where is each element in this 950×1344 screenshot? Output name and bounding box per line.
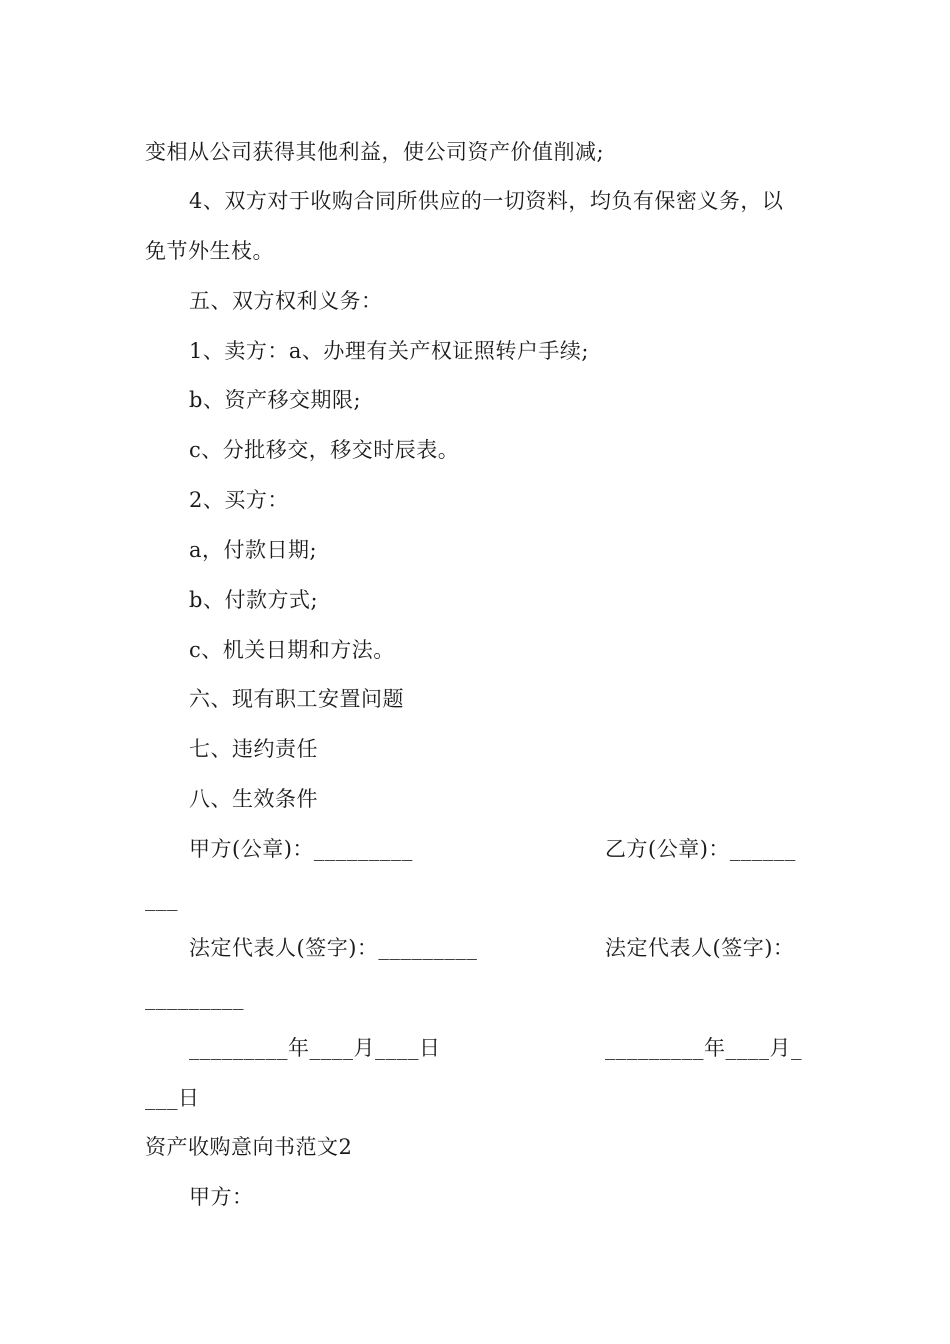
- next-document-party-a: 甲方：: [189, 1185, 254, 1209]
- party-b-date-field: _________年____月_: [605, 1036, 802, 1060]
- section-5-item-2: 2、买方：: [189, 488, 289, 512]
- next-document-title: 资产收购意向书范文2: [145, 1135, 353, 1159]
- section-7-heading: 七、违约责任: [189, 737, 318, 761]
- section-5-heading: 五、双方权利义务：: [189, 289, 383, 313]
- party-a-date-field: _________年____月____日: [189, 1036, 441, 1060]
- party-b-seal-field: 乙方(公章)：______: [605, 837, 796, 861]
- section-5-item-1b: b、资产移交期限;: [189, 388, 362, 412]
- party-b-representative-field: 法定代表人(签字)：: [605, 936, 795, 960]
- party-a-seal-field: 甲方(公章)：_________: [189, 837, 413, 861]
- paragraph-continuation: 变相从公司获得其他利益，使公司资产价值削减;: [145, 140, 605, 164]
- section-5-item-2a: a，付款日期;: [189, 538, 318, 562]
- party-b-representative-field-continuation: _________: [145, 986, 244, 1010]
- section-5-item-2c: c、机关日期和方法。: [189, 638, 395, 662]
- party-a-representative-field: 法定代表人(签字)：_________: [189, 936, 478, 960]
- section-5-item-1c: c、分批移交，移交时辰表。: [189, 438, 460, 462]
- section-6-heading: 六、现有职工安置问题: [189, 687, 404, 711]
- party-b-seal-field-continuation: ___: [145, 887, 178, 911]
- clause-4-line-2: 免节外生枝。: [145, 239, 274, 263]
- clause-4-line-1: 4、双方对于收购合同所供应的一切资料，均负有保密义务，以: [189, 189, 784, 213]
- party-b-date-field-continuation: ___日: [145, 1086, 200, 1110]
- section-8-heading: 八、生效条件: [189, 787, 318, 811]
- section-5-item-1: 1、卖方：a、办理有关产权证照转户手续;: [189, 339, 589, 363]
- section-5-item-2b: b、付款方式;: [189, 588, 319, 612]
